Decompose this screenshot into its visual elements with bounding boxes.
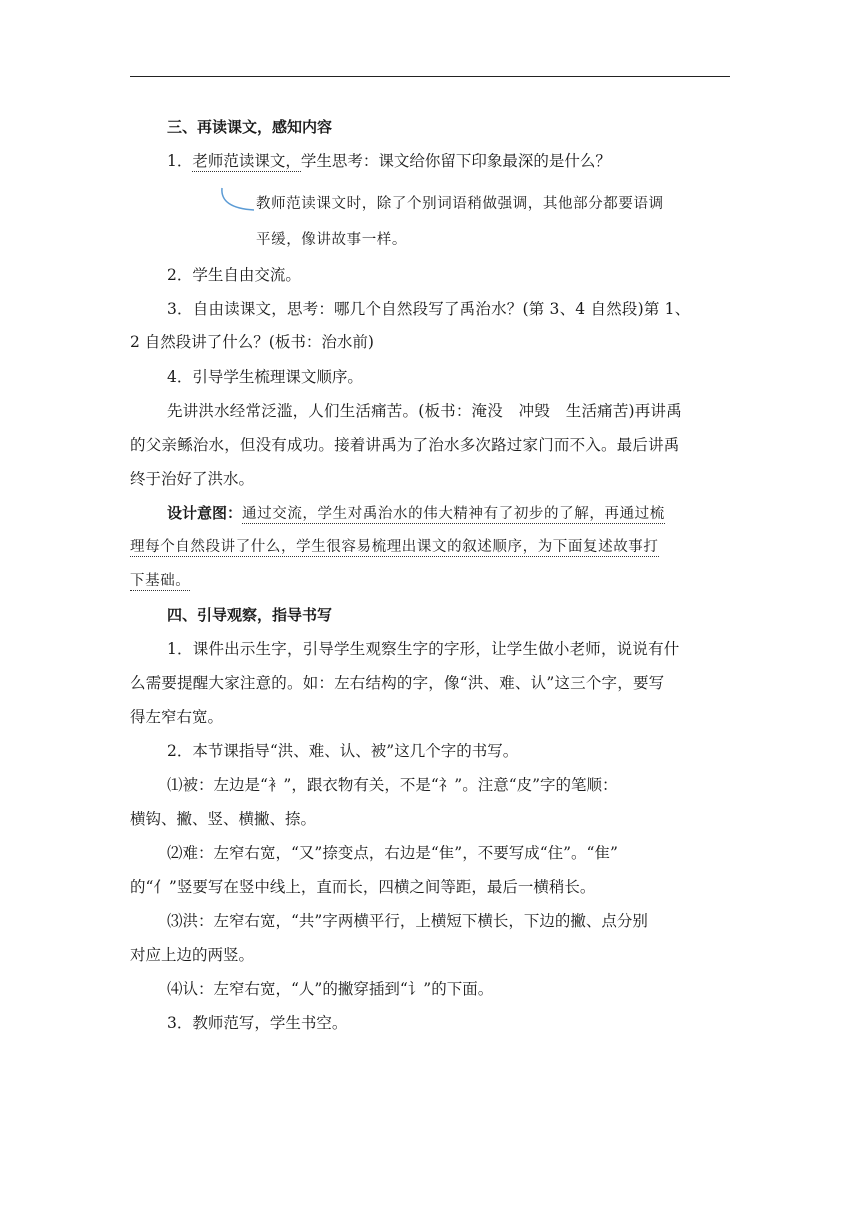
sub2-line1: ⑵难：左窄右宽，“又”捺变点，右边是“隹”，不要写成“住”。“隹”	[167, 844, 618, 862]
sub4-line: ⑷认：左窄右宽，“人”的撇穿插到“讠”的下面。	[167, 980, 494, 998]
design-intent-line2	[130, 536, 659, 558]
design-intent-text3: 下基础。	[130, 573, 191, 589]
sub2-line2: 的“亻”竖要写在竖中线上，直而长，四横之间等距，最后一横稍长。	[130, 878, 596, 896]
item1-number: 1．	[167, 152, 193, 170]
section3-item2: 2．学生自由交流。	[167, 266, 301, 284]
design-intent-text2: 理每个自然段讲了什么，学生很容易梳理出课文的叙述顺序，为下面复述故事打	[130, 539, 659, 555]
teacher-tip-line2: 平缓，像讲故事一样。	[256, 232, 407, 248]
sub3-line1: ⑶洪：左窄右宽，“共”字两横平行，上横短下横长，下边的撇、点分别	[167, 912, 648, 930]
section3-item1	[167, 150, 611, 172]
section4-item2: 2．本节课指导“洪、难、认、被”这几个字的书写。	[167, 742, 519, 760]
design-intent-text1: 通过交流，学生对禹治水的伟大精神有了初步的了解，再通过梳	[242, 506, 665, 522]
order-paragraph-line2: 的父亲鲧治水，但没有成功。接着讲禹为了治水多次路过家门而不入。最后讲禹	[130, 436, 680, 454]
section4-item3: 3．教师范写，学生书空。	[167, 1014, 348, 1032]
design-intent-label: 设计意图：	[167, 504, 243, 522]
sub1-line2: 横钩、撇、竖、横撇、捺。	[130, 810, 317, 828]
section4-item1-line2: 么需要提醒大家注意的。如：左右结构的字，像“洪、难、认”这三个字，要写	[130, 674, 665, 692]
section4-item1-line1: 1．课件出示生字，引导学生观察生字的字形，让学生做小老师，说说有什	[167, 640, 680, 658]
curve-note-icon	[218, 186, 258, 216]
section3-item3-line1: 3．自由读课文，思考：哪几个自然段写了禹治水？(第 3、4 自然段)第 1、	[167, 300, 691, 318]
sub3-line2: 对应上边的两竖。	[130, 946, 255, 964]
section3-item4: 4．引导学生梳理课文顺序。	[167, 368, 363, 386]
section4-heading: 四、引导观察，指导书写	[167, 606, 333, 624]
sub1-line1: ⑴被：左边是“衤”，跟衣物有关，不是“礻”。注意“皮”字的笔顺：	[167, 776, 618, 794]
item1-rest: 学生思考：课文给你留下印象最深的是什么？	[300, 152, 611, 170]
section3-heading: 三、再读课文，感知内容	[167, 118, 333, 136]
header-rule	[130, 76, 730, 77]
design-intent-line1	[167, 502, 665, 525]
section3-item3-line2: 2 自然段讲了什么？(板书：治水前)	[130, 333, 374, 351]
teacher-tip-line1: 教师范读课文时，除了个别词语稍做强调，其他部分都要语调	[256, 196, 664, 212]
section4-item1-line3: 得左窄右宽。	[130, 708, 224, 726]
item1-underlined: 老师范读课文，	[192, 152, 301, 170]
order-paragraph-line3: 终于治好了洪水。	[130, 470, 255, 488]
order-paragraph-line1: 先讲洪水经常泛滥，人们生活痛苦。(板书：淹没 冲毁 生活痛苦)再讲禹	[167, 402, 682, 420]
design-intent-line3	[130, 570, 190, 592]
